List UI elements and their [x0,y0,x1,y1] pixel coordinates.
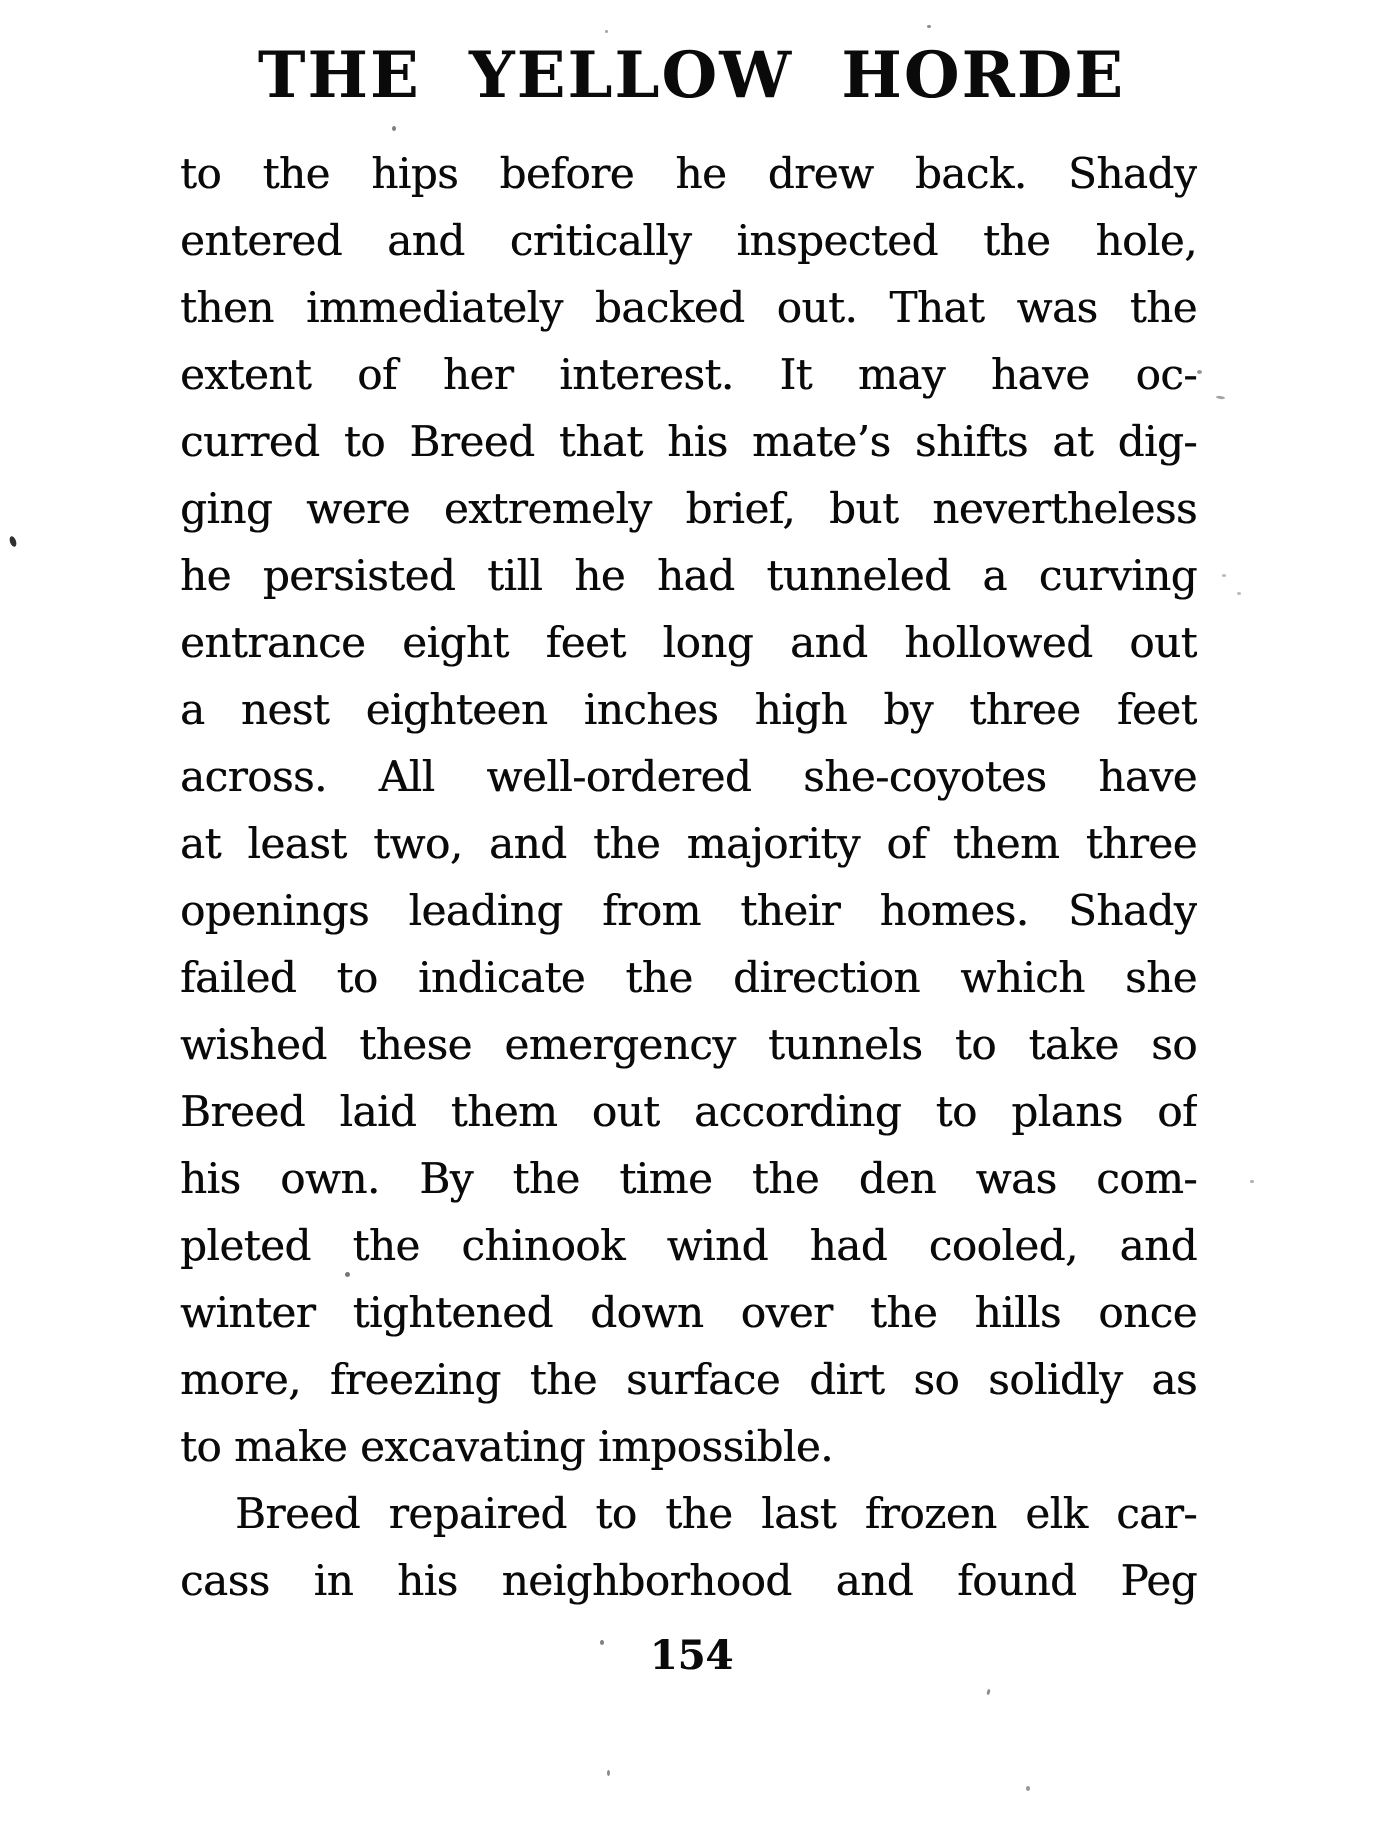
text-line: ging were extremely brief, but nevertheless [180,484,1197,533]
ink-speck [1026,1786,1030,1791]
text-line: failed to indicate the direction which she [180,953,1197,1002]
ink-speck [1222,574,1226,577]
text-line: extent of her interest. It may have oc- [180,350,1197,399]
page-number: 154 [649,1632,734,1679]
text-line: to make excavating impossible. [180,1422,834,1471]
ink-speck [1237,592,1241,595]
ink-speck [607,1770,610,1776]
ink-speck [986,1689,990,1696]
text-line: Breed laid them out according to plans of [180,1087,1197,1136]
text-line: entered and critically inspected the hole, [180,216,1197,265]
ink-speck [1197,370,1202,374]
text-line: he persisted till he had tunneled a curving [180,551,1197,600]
text-line: openings leading from their homes. Shady [180,886,1197,935]
ink-speck [1216,395,1225,399]
text-line: cass in his neighborhood and found Peg [180,1556,1197,1605]
text-line: to the hips before he drew back. Shady [180,149,1197,198]
text-line: wished these emergency tunnels to take so [180,1020,1197,1069]
text-line: a nest eighteen inches high by three feet [180,685,1197,734]
text-line: pleted the chinook wind had cooled, and [180,1221,1197,1270]
text-line: Breed repaired to the last frozen elk car- [235,1489,1197,1538]
text-line: entrance eight feet long and hollowed out [180,618,1197,667]
text-line: at least two, and the majority of them three [180,819,1197,868]
text-line: more, freezing the surface dirt so solidly as [180,1355,1197,1404]
ink-speck [605,30,608,33]
text-line: curred to Breed that his mate’s shifts at dig- [180,417,1197,466]
text-column [180,140,1197,1614]
page-title: THE YELLOW HORDE [257,38,1126,113]
text-line: across. All well-ordered she-coyotes have [180,752,1197,801]
text-line: winter tightened down over the hills once [180,1288,1197,1337]
ink-speck [600,1640,604,1645]
ink-speck [1250,1180,1254,1183]
text-line: then immediately backed out. That was the [180,283,1197,332]
ink-speck [8,535,17,547]
ink-speck [345,1272,350,1277]
ink-speck [392,126,396,131]
ink-speck [927,25,931,28]
text-line: his own. By the time the den was com- [180,1154,1197,1203]
